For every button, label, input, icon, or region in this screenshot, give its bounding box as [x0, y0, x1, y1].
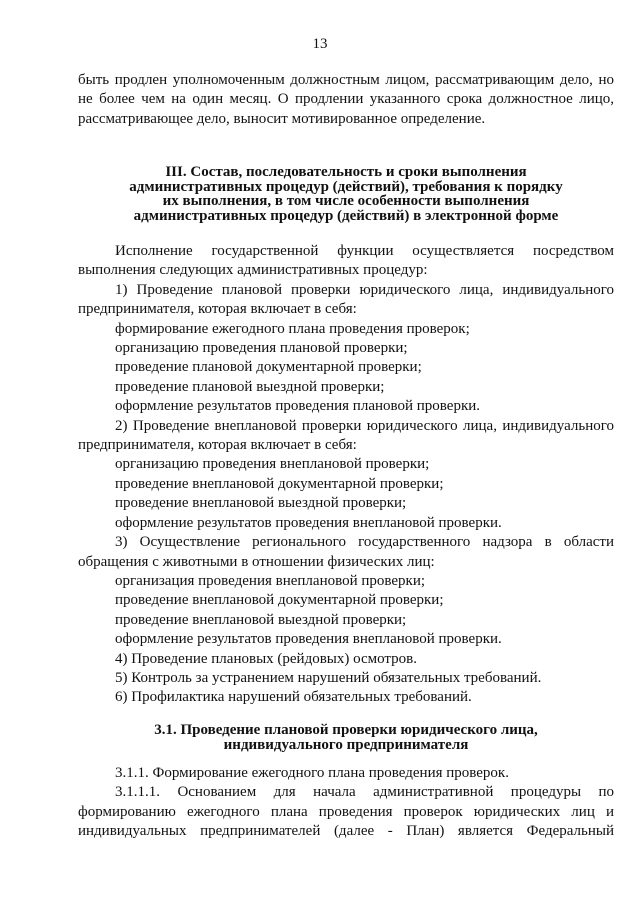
- section-3-1-heading: [78, 723, 614, 752]
- list-item: 5) Контроль за устранением нарушений обязательных требований.: [115, 669, 542, 686]
- list-item: оформление результатов проведения внеплановой проверки.: [115, 514, 502, 531]
- list-item: 4) Проведение плановых (рейдовых) осмотров.: [115, 650, 418, 667]
- body-paragraph: 1) Проведение плановой проверки юридического лица, индивидуального предпринимателя, которая включает в себя:: [78, 281, 614, 318]
- body-paragraph: Исполнение государственной функции осуществляется посредством выполнения следующих административных процедур:: [78, 243, 614, 279]
- list-item: организацию проведения плановой проверки;: [115, 340, 408, 357]
- body-paragraph: 2) Проведение внеплановой проверки юридического лица, индивидуального предпринимателя, которая включает в себя:: [78, 417, 614, 454]
- section-3-heading-line: III. Состав, последовательность и сроки выполнения: [165, 164, 527, 180]
- section-3-heading-line: административных процедур (действий) в электронной форме: [133, 207, 559, 224]
- list-item: организация проведения внеплановой проверки;: [115, 572, 426, 589]
- intro-paragraph: быть продлен уполномоченным должностным лицом, рассматривающим дело, но не более чем на один месяц. О продлении указанного срока должностное лицо, рассматривающее дело, выносит мотивированное определение.: [78, 72, 614, 127]
- list-item: оформление результатов проведения плановой проверки.: [115, 398, 481, 415]
- section-3-heading: [78, 165, 614, 223]
- list-item: проведение внеплановой документарной проверки;: [115, 475, 444, 492]
- list-item: проведение плановой выездной проверки;: [115, 378, 385, 395]
- list-item: формирование ежегодного плана проведения проверок;: [115, 320, 470, 337]
- list-item: проведение внеплановой выездной проверки;: [115, 495, 407, 512]
- list-item: проведение плановой документарной проверки;: [115, 359, 422, 376]
- list-item: организацию проведения внеплановой проверки;: [115, 456, 430, 473]
- section-3-1-heading-line: 3.1. Проведение плановой проверки юридического лица,: [154, 722, 538, 738]
- section-3-heading-line: административных процедур (действий), требования к порядку: [129, 178, 563, 195]
- page-number: 13: [312, 36, 328, 52]
- list-item: оформление результатов проведения внеплановой проверки.: [115, 631, 502, 648]
- body-paragraph: 3.1.1. Формирование ежегодного плана проведения проверок.: [115, 765, 509, 781]
- section-3-1-body: [78, 764, 614, 842]
- section-3-1-heading-line: индивидуального предпринимателя: [223, 736, 469, 753]
- list-item: проведение внеплановой выездной проверки;: [115, 611, 407, 628]
- intro-block: [78, 71, 614, 129]
- list-item: проведение внеплановой документарной проверки;: [115, 592, 444, 609]
- section-3-heading-line: их выполнения, в том числе особенности выполнения: [162, 193, 530, 209]
- list-item: 6) Профилактика нарушений обязательных требований.: [115, 689, 472, 706]
- body-paragraph: 3) Осуществление регионального государственного надзора в области обращения с животными в отношении физических лиц:: [78, 534, 614, 570]
- body-paragraph: 3.1.1.1. Основанием для начала административной процедуры по формированию ежегодного плана проведения проверок юридических лиц и индивидуальных предпринимателей (далее - План) является Федеральный: [78, 784, 614, 840]
- procedures-list: [78, 242, 614, 708]
